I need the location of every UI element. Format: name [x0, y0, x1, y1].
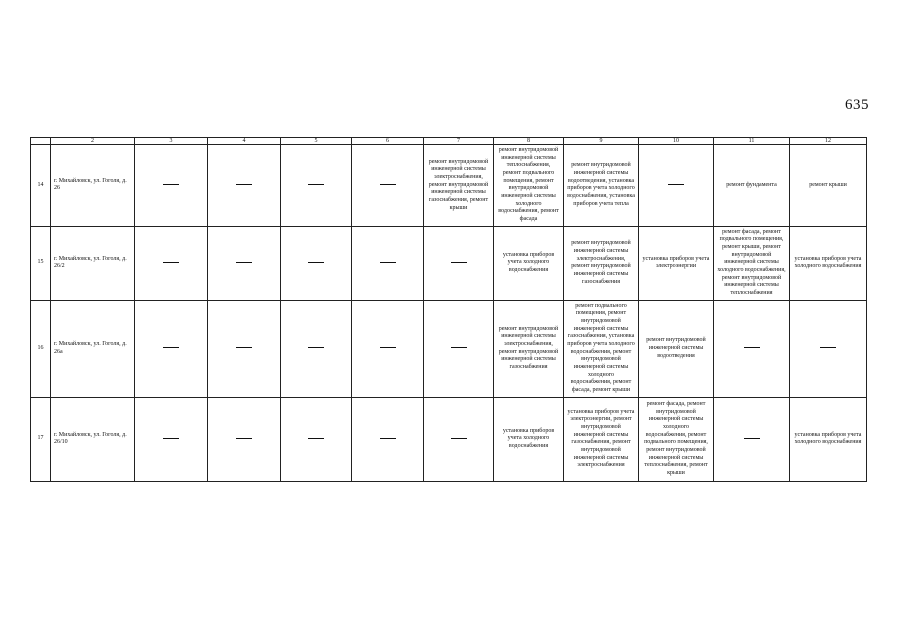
col-header: 2	[51, 138, 135, 145]
work-cell: ремонт подвального помещения, ремонт внутридомовой инженерной системы газоснабжения, установка приборов учета холодного водоснабжения, ремонт внутридомовой инженерной системы холодного водоснабжения, ремонт фасада, ремонт крыши	[564, 300, 639, 397]
row-number: 14	[31, 145, 51, 227]
col-header: 9	[564, 138, 639, 145]
dash-mark	[380, 184, 396, 185]
work-cell: ремонт внутридомовой инженерной системы электроснабжения, ремонт внутридомовой инженерной системы газоснабжения	[494, 300, 564, 397]
table-row	[31, 397, 867, 481]
empty-dash-cell	[714, 300, 790, 397]
dash-mark	[163, 262, 179, 263]
work-cell: ремонт внутридомовой инженерной системы электроснабжения, ремонт внутридомовой инженерной системы газоснабжения, ремонт крыши	[424, 145, 494, 227]
header-row	[31, 138, 867, 145]
empty-dash-cell	[135, 145, 208, 227]
empty-dash-cell	[639, 145, 714, 227]
col-header: 12	[790, 138, 867, 145]
empty-dash-cell	[281, 397, 352, 481]
dash-mark	[744, 347, 760, 348]
empty-dash-cell	[424, 397, 494, 481]
dash-mark	[380, 438, 396, 439]
empty-dash-cell	[135, 300, 208, 397]
empty-dash-cell	[208, 145, 281, 227]
dash-mark	[380, 347, 396, 348]
work-cell: установка приборов учета электроэнергии, ремонт внутридомовой инженерной системы газоснабжения, ремонт внутридомовой инженерной системы электроснабжения	[564, 397, 639, 481]
empty-dash-cell	[424, 226, 494, 300]
page-number: 635	[845, 97, 869, 113]
empty-dash-cell	[208, 226, 281, 300]
work-cell: установка приборов учета холодного водоснабжения	[790, 226, 867, 300]
empty-dash-cell	[281, 145, 352, 227]
work-cell: установка приборов учета электроэнергии	[639, 226, 714, 300]
col-header	[31, 138, 51, 145]
empty-dash-cell	[135, 397, 208, 481]
col-header: 4	[208, 138, 281, 145]
dash-mark	[744, 438, 760, 439]
dash-mark	[236, 347, 252, 348]
empty-dash-cell	[135, 226, 208, 300]
empty-dash-cell	[352, 300, 424, 397]
address-cell: г. Михайловск, ул. Гоголя, д. 26/10	[51, 397, 135, 481]
col-header: 7	[424, 138, 494, 145]
col-header: 3	[135, 138, 208, 145]
dash-mark	[308, 262, 324, 263]
table-row	[31, 300, 867, 397]
col-header: 10	[639, 138, 714, 145]
work-cell: ремонт фасада, ремонт подвального помещения, ремонт крыши, ремонт внутридомовой инженерной системы холодного водоснабжения, ремонт внутридомовой инженерной системы теплоснабжения	[714, 226, 790, 300]
table-row	[31, 226, 867, 300]
empty-dash-cell	[424, 300, 494, 397]
work-cell: ремонт крыши	[790, 145, 867, 227]
dash-mark	[451, 438, 467, 439]
empty-dash-cell	[281, 300, 352, 397]
dash-mark	[308, 438, 324, 439]
work-cell: ремонт фундамента	[714, 145, 790, 227]
table-row	[31, 145, 867, 227]
address-cell: г. Михайловск, ул. Гоголя, д. 26/2	[51, 226, 135, 300]
dash-mark	[451, 347, 467, 348]
row-number: 17	[31, 397, 51, 481]
col-header: 5	[281, 138, 352, 145]
empty-dash-cell	[281, 226, 352, 300]
dash-mark	[163, 347, 179, 348]
work-cell: ремонт внутридомовой инженерной системы водоотведения	[639, 300, 714, 397]
empty-dash-cell	[352, 145, 424, 227]
dash-mark	[236, 184, 252, 185]
work-cell: ремонт внутридомовой инженерной системы электроснабжения, ремонт внутридомовой инженерной системы газоснабжения	[564, 226, 639, 300]
work-cell: установка приборов учета холодного водоснабжения	[494, 226, 564, 300]
dash-mark	[236, 262, 252, 263]
dash-mark	[668, 184, 684, 185]
empty-dash-cell	[208, 300, 281, 397]
dash-mark	[308, 184, 324, 185]
dash-mark	[163, 184, 179, 185]
dash-mark	[380, 262, 396, 263]
dash-mark	[451, 262, 467, 263]
col-header: 8	[494, 138, 564, 145]
dash-mark	[820, 347, 836, 348]
work-cell: ремонт внутридомовой инженерной системы водоотведения, установка приборов учета холодного водоснабжения, установка приборов учета тепла	[564, 145, 639, 227]
empty-dash-cell	[352, 226, 424, 300]
col-header: 6	[352, 138, 424, 145]
row-number: 15	[31, 226, 51, 300]
col-header: 11	[714, 138, 790, 145]
work-cell: ремонт внутридомовой инженерной системы теплоснабжения, ремонт подвального помещения, ремонт внутридомовой инженерной системы холодного водоснабжения, ремонт фасада	[494, 145, 564, 227]
address-cell: г. Михайловск, ул. Гоголя, д. 26	[51, 145, 135, 227]
row-number: 16	[31, 300, 51, 397]
empty-dash-cell	[714, 397, 790, 481]
empty-dash-cell	[352, 397, 424, 481]
dash-mark	[236, 438, 252, 439]
dash-mark	[308, 347, 324, 348]
address-cell: г. Михайловск, ул. Гоголя, д. 26а	[51, 300, 135, 397]
empty-dash-cell	[208, 397, 281, 481]
repair-schedule-table	[30, 137, 867, 482]
work-cell: установка приборов учета холодного водоснабжения	[790, 397, 867, 481]
work-cell: установка приборов учета холодного водоснабжения	[494, 397, 564, 481]
dash-mark	[163, 438, 179, 439]
work-cell: ремонт фасада, ремонт внутридомовой инженерной системы холодного водоснабжения, ремонт подвального помещения, ремонт внутридомовой инженерной системы теплоснабжения, ремонт крыши	[639, 397, 714, 481]
empty-dash-cell	[790, 300, 867, 397]
